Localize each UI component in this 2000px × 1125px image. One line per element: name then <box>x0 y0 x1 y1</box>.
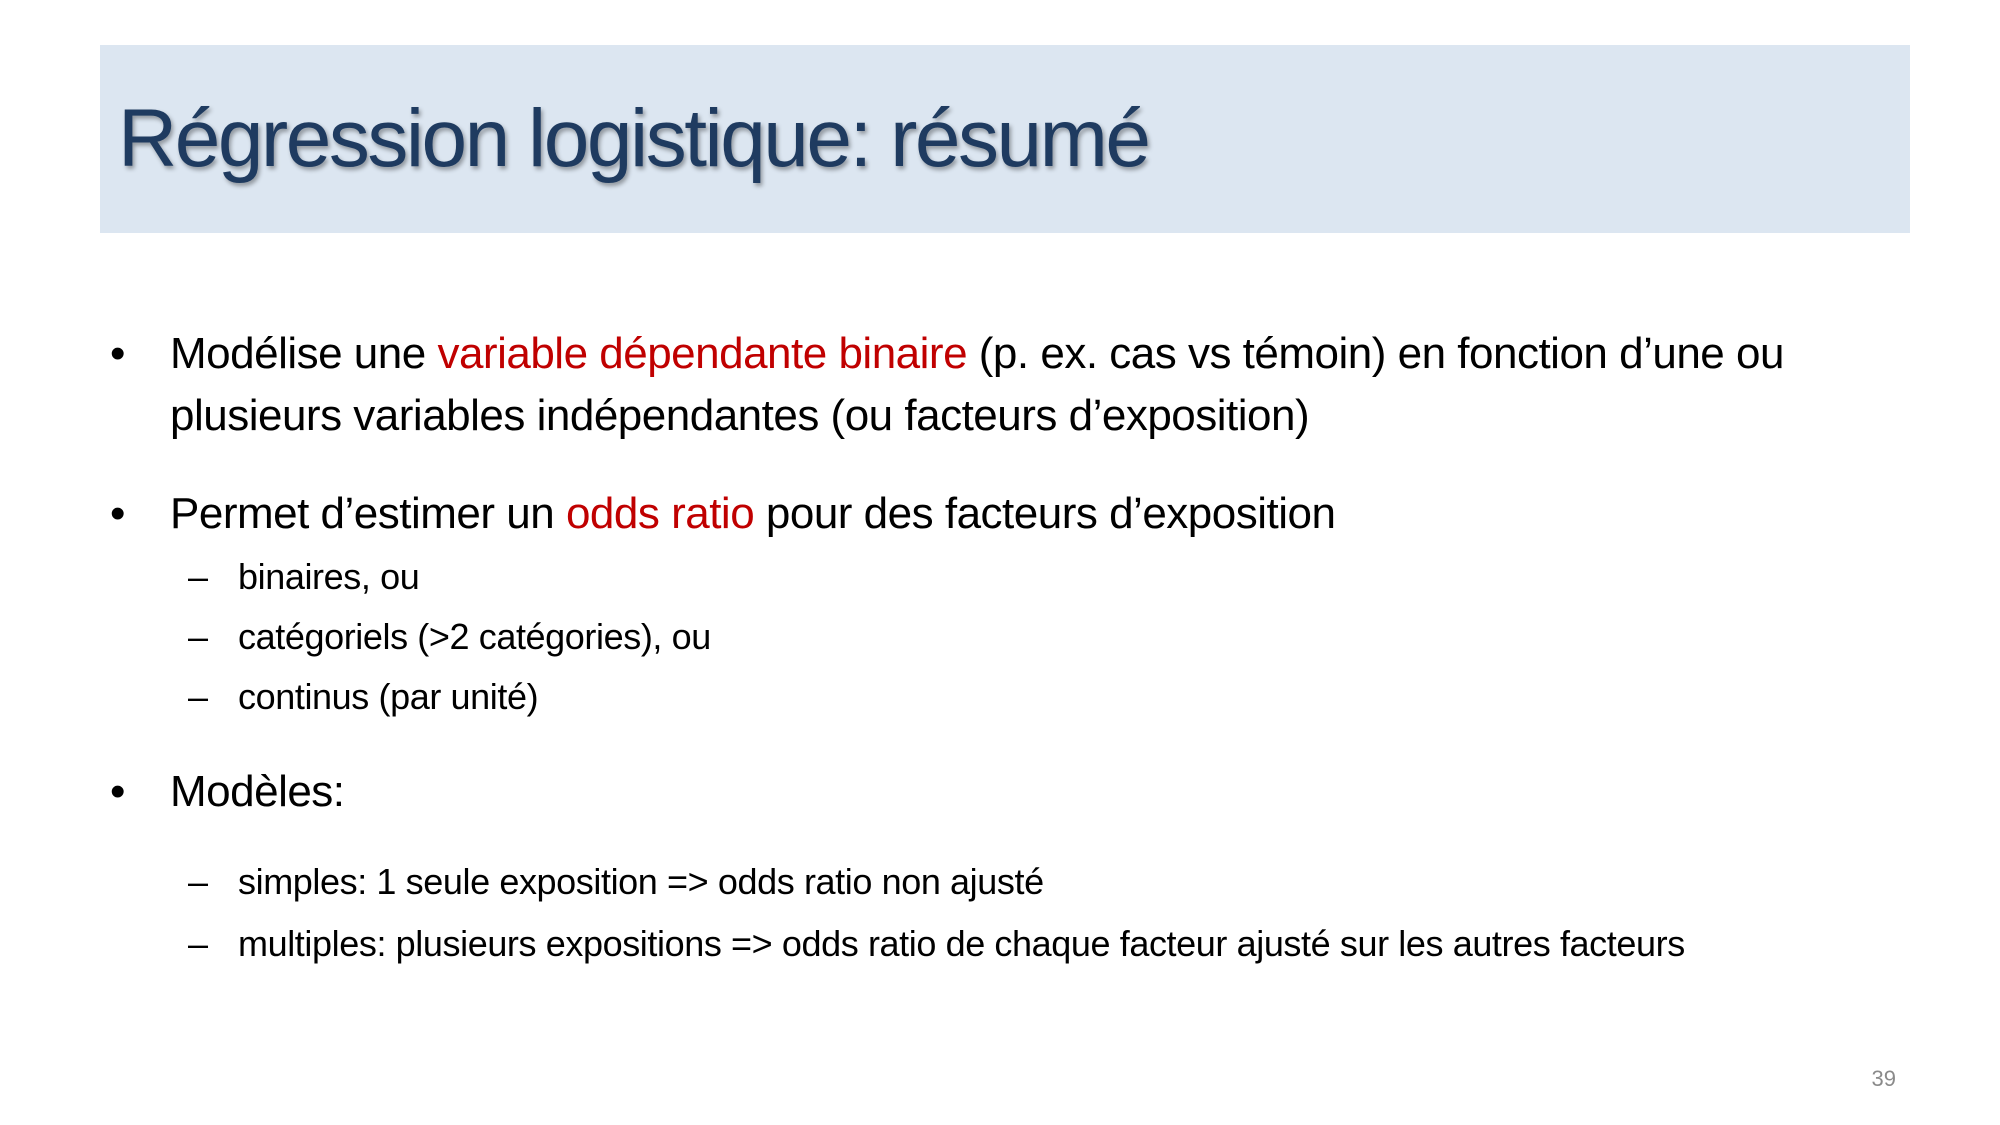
slide-title: Régression logistique: résumé <box>118 93 1149 184</box>
dash-marker: – <box>188 616 209 657</box>
sub-item-text: multiples: plusieurs expositions => odds ratio de chaque facteur ajusté sur les autres facteurs <box>238 923 1685 964</box>
page-number: 39 <box>1871 1066 1896 1091</box>
bullet-marker: • <box>110 767 126 816</box>
highlight-term: odds ratio <box>565 489 755 538</box>
bullet-text-pre: Permet d’estimer un <box>170 489 566 538</box>
bullet-text-post: pour des facteurs d’exposition <box>754 489 1336 538</box>
sub-item-text: continus (par unité) <box>238 676 539 717</box>
bullet-text <box>170 323 1784 385</box>
bullet-text <box>170 483 1335 545</box>
dash-marker: – <box>188 861 209 902</box>
dash-marker: – <box>188 556 209 597</box>
bullet-text-post: (p. ex. cas vs témoin) en fonction d’une ou <box>967 329 1784 378</box>
bullet-marker: • <box>110 329 126 378</box>
bullet-marker: • <box>110 489 126 538</box>
sub-item-text: catégoriels (>2 catégories), ou <box>238 616 711 657</box>
sub-item-text: simples: 1 seule exposition => odds ratio non ajusté <box>238 861 1044 902</box>
bullet-text: Modèles: <box>170 767 345 816</box>
bullet-text-line2: plusieurs variables indépendantes (ou facteurs d’exposition) <box>170 391 1310 440</box>
highlight-term: variable dépendante binaire <box>437 329 968 378</box>
sub-item-text: binaires, ou <box>238 556 420 597</box>
dash-marker: – <box>188 923 209 964</box>
bullet-text-pre: Modélise une <box>170 329 438 378</box>
dash-marker: – <box>188 676 209 717</box>
